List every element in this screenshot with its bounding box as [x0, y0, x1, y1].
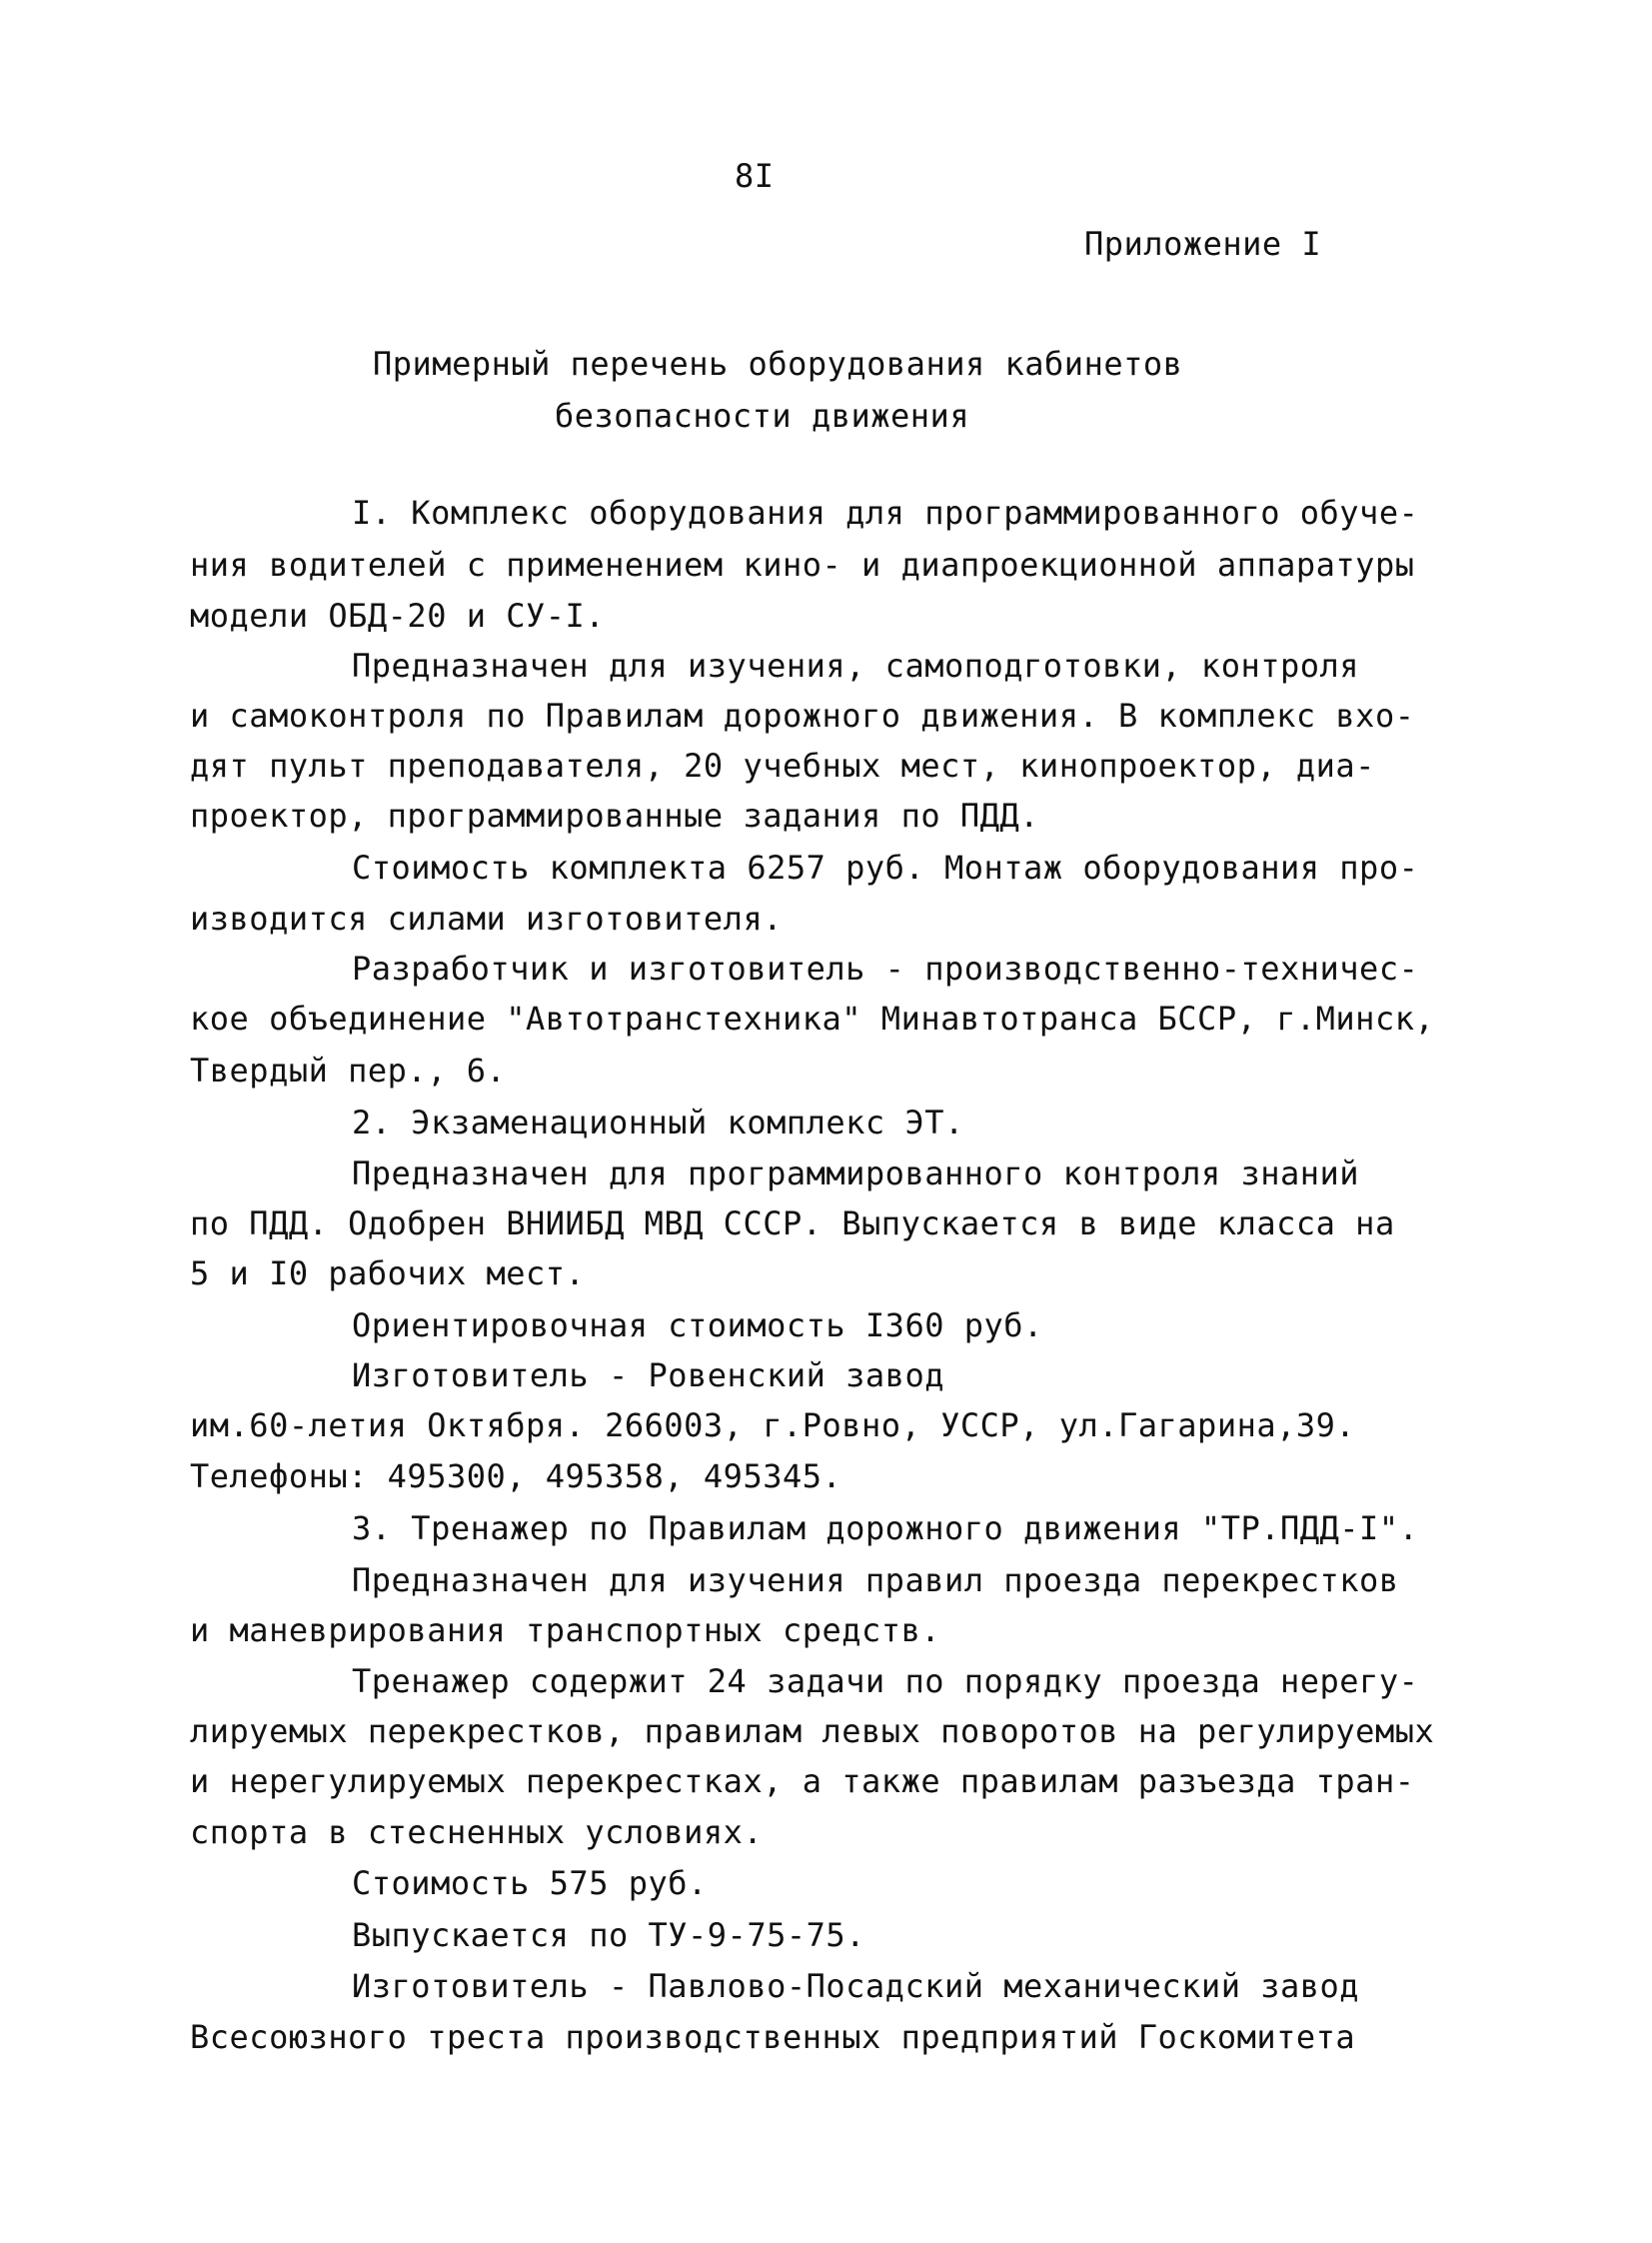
body-line: Разработчик и изготовитель - производственно-техничес- — [352, 950, 1419, 988]
body-line: по ПДД. Одобрен ВНИИБД МВД СССР. Выпускается в виде класса на — [190, 1204, 1395, 1242]
body-line: Изготовитель - Павлово-Посадский механический завод — [352, 1967, 1360, 2005]
body-line: Телефоны: 495300, 495358, 495345. — [190, 1457, 842, 1495]
body-line: Стоимость комплекта 6257 руб. Монтаж оборудования про- — [352, 849, 1419, 887]
body-line: проектор, программированные задания по ПДД. — [190, 797, 1039, 835]
body-line: дят пульт преподавателя, 20 учебных мест, кинопроектор, диа- — [190, 747, 1375, 785]
body-line: 3. Тренажер по Правилам дорожного движения "ТР.ПДД-I". — [352, 1509, 1419, 1547]
body-line: и самоконтроля по Правилам дорожного движения. В комплекс вхо- — [190, 697, 1415, 735]
body-line: Стоимость 575 руб. — [352, 1864, 708, 1902]
body-line: 5 и I0 рабочих мест. — [190, 1254, 586, 1292]
body-line: Ориентировочная стоимость I360 руб. — [352, 1306, 1043, 1344]
body-line: Твердый пер., 6. — [190, 1052, 507, 1090]
body-line: 2. Экзаменационный комплекс ЭТ. — [352, 1104, 964, 1141]
body-line: Выпускается по ТУ-9-75-75. — [352, 1916, 865, 1954]
body-line: и нерегулируемых перекрестках, а также правилам разъезда тран- — [190, 1762, 1415, 1800]
body-line: Изготовитель - Ровенский завод — [352, 1356, 944, 1394]
body-line: Предназначен для программированного контроля знаний — [352, 1154, 1360, 1192]
body-line: I. Комплекс оборудования для программированного обуче- — [352, 494, 1419, 532]
document-title-line: Примерный перечень оборудования кабинетов — [373, 345, 1183, 383]
body-line: Всесоюзного треста производственных предприятий Госкомитета — [190, 2018, 1356, 2056]
body-line: кое объединение "Автотранстехника" Минавтотранса БССР, г.Минск, — [190, 1000, 1435, 1038]
body-line: Предназначен для изучения, самоподготовки, контроля — [352, 647, 1360, 685]
appendix-label: Приложение I — [1084, 225, 1322, 263]
body-line: Тренажер содержит 24 задачи по порядку проезда нерегу- — [352, 1662, 1419, 1700]
body-line: Предназначен для изучения правил проезда перекрестков — [352, 1561, 1399, 1599]
page-number: 8I — [735, 157, 775, 195]
body-line: лируемых перекрестков, правилам левых поворотов на регулируемых — [190, 1712, 1435, 1750]
body-line: изводится силами изготовителя. — [190, 900, 783, 938]
body-line: модели ОБД-20 и СУ-I. — [190, 597, 606, 635]
body-line: спорта в стесненных условиях. — [190, 1813, 764, 1851]
document-title-line: безопасности движения — [555, 397, 970, 435]
body-line: им.60-летия Октября. 266003, г.Ровно, УССР, ул.Гагарина,39. — [190, 1406, 1356, 1444]
body-line: ния водителей с применением кино- и диапроекционной аппаратуры — [190, 546, 1415, 584]
body-line: и маневрирования транспортных средств. — [190, 1611, 941, 1649]
